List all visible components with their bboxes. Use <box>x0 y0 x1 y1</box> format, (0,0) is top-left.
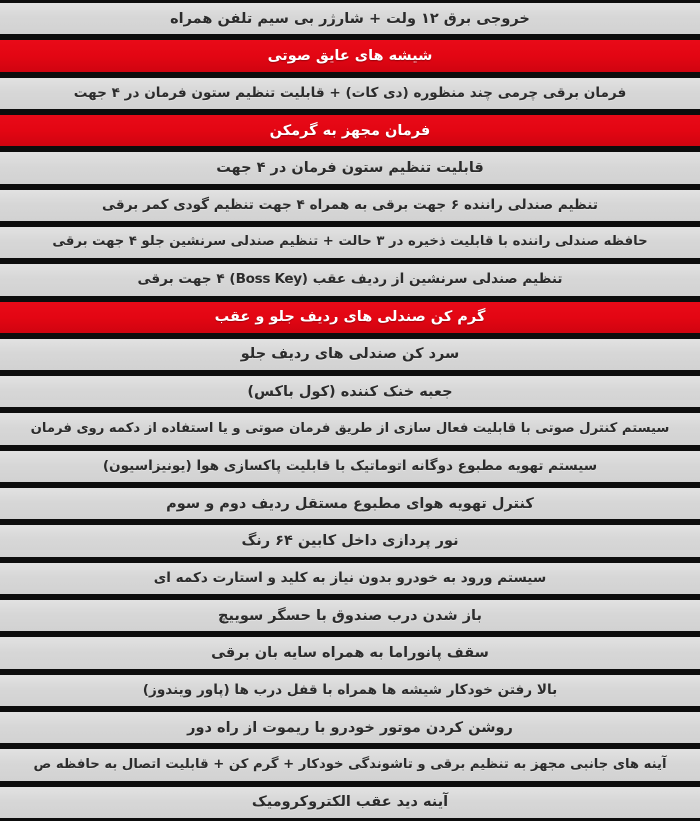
feature-row-label: سقف پانوراما به همراه سایه بان برقی <box>211 644 489 661</box>
feature-row-label: آینه های جانبی مجهز به تنظیم برقی و تاشوندگی خودکار + گرم کن + قابلیت اتصال به حافظه ص <box>33 756 667 772</box>
feature-row <box>0 336 700 373</box>
feature-row-label: سرد کن صندلی های ردیف جلو <box>240 346 460 363</box>
feature-row <box>0 634 700 671</box>
feature-row <box>0 746 700 783</box>
feature-row <box>0 448 700 485</box>
feature-row <box>0 597 700 634</box>
feature-row-label: آینه دید عقب الکتروکرومیک <box>251 794 449 811</box>
feature-row <box>0 187 700 224</box>
feature-row <box>0 672 700 709</box>
feature-row-label: فرمان مجهز به گرمکن <box>269 122 431 139</box>
feature-row-label: حافظه صندلی راننده با قابلیت ذخیره در ۳ حالت + تنظیم صندلی سرنشین جلو ۴ جهت برقی <box>52 234 648 250</box>
feature-row <box>0 0 700 37</box>
feature-row <box>0 522 700 559</box>
feature-row-label: تنظیم صندلی سرنشین از ردیف عقب (Boss Key) ۴ جهت برقی <box>137 271 563 288</box>
feature-row <box>0 784 700 821</box>
feature-row <box>0 112 700 149</box>
feature-row-label: شیشه های عایق صوتی <box>267 47 433 64</box>
feature-row-label: روشن کردن موتور خودرو با ریموت از راه دور <box>187 719 513 736</box>
feature-row-label: جعبه خنک کننده (کول باکس) <box>247 383 453 400</box>
feature-row <box>0 373 700 410</box>
feature-row <box>0 149 700 186</box>
feature-row-label: کنترل تهویه هوای مطبوع مستقل ردیف دوم و سوم <box>166 495 534 512</box>
feature-row-label: فرمان برقی چرمی چند منظوره (دی کات) + قابلیت تنظیم ستون فرمان در ۴ جهت <box>73 84 627 101</box>
feature-row-label: نور پردازی داخل کابین ۶۴ رنگ <box>241 532 459 549</box>
feature-row <box>0 224 700 261</box>
feature-row-label: گرم کن صندلی های ردیف جلو و عقب <box>214 309 486 326</box>
feature-row-label: باز شدن درب صندوق با حسگر سوییچ <box>218 607 482 624</box>
feature-row-label: بالا رفتن خودکار شیشه ها همراه با قفل درب ها (پاور ویندوز) <box>142 681 558 698</box>
feature-row <box>0 299 700 336</box>
feature-row <box>0 709 700 746</box>
feature-row-label: سیستم تهویه مطبوع دوگانه اتوماتیک با قابلیت پاکسازی هوا (یونیزاسیون) <box>102 457 598 474</box>
feature-row <box>0 261 700 298</box>
feature-row <box>0 37 700 74</box>
feature-row-label: سیستم کنترل صوتی با قابلیت فعال سازی از طریق فرمان صوتی و یا استفاده از دکمه روی فرمان <box>30 420 670 436</box>
feature-row <box>0 75 700 112</box>
feature-row-label: تنظیم صندلی راننده ۶ جهت برقی به همراه ۴ جهت تنظیم گودی کمر برقی <box>102 196 598 213</box>
feature-row-label: خروجی برق ۱۲ ولت + شارژر بی سیم تلفن همراه <box>170 10 530 27</box>
feature-row-label: قابلیت تنظیم ستون فرمان در ۴ جهت <box>216 159 484 176</box>
feature-row <box>0 410 700 447</box>
feature-row <box>0 485 700 522</box>
feature-row <box>0 560 700 597</box>
feature-row-label: سیستم ورود به خودرو بدون نیاز به کلید و استارت دکمه ای <box>153 569 547 586</box>
